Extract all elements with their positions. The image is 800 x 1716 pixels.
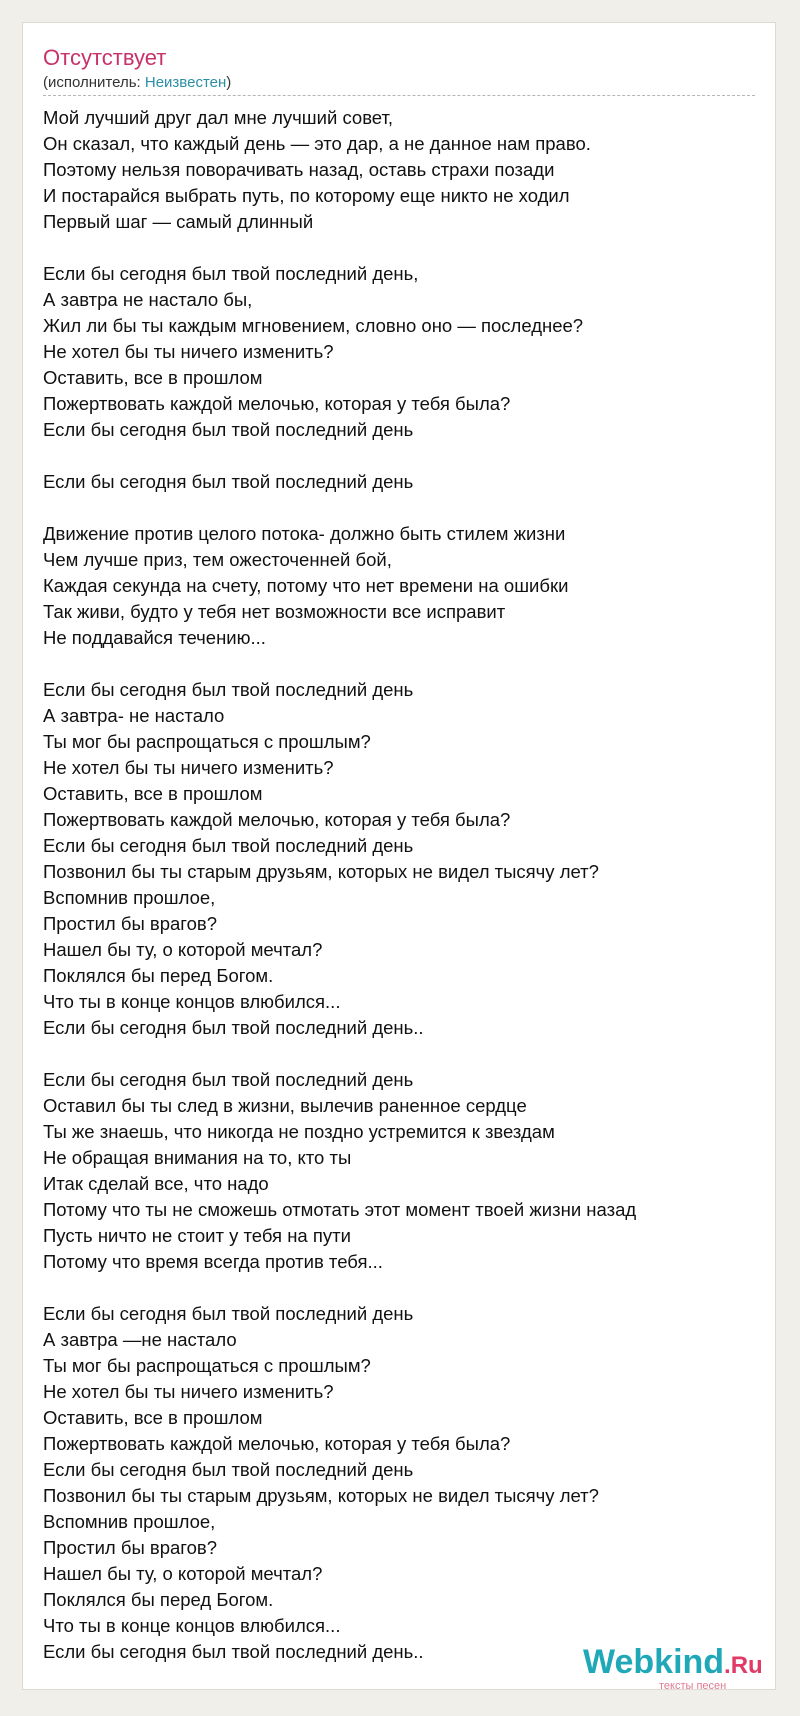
logo-brand <box>583 1645 773 1683</box>
lyric-line: Пусть ничто не стоит у тебя на пути <box>43 1225 351 1246</box>
lyric-line: Ты мог бы распрощаться с прошлым? <box>43 1355 371 1376</box>
stanza-break <box>43 235 773 261</box>
title-divider <box>43 95 755 96</box>
logo-brand-name: Webkind <box>583 1643 725 1681</box>
lyric-line: Если бы сегодня был твой последний день.. <box>43 1017 424 1038</box>
lyric-line: Пожертвовать каждой мелочью, которая у тебя была? <box>43 809 511 830</box>
lyric-line: Что ты в конце концов влюбился... <box>43 1615 341 1636</box>
lyric-line: Не хотел бы ты ничего изменить? <box>43 757 334 778</box>
lyric-line: Если бы сегодня был твой последний день <box>43 471 414 492</box>
lyric-line: Пожертвовать каждой мелочью, которая у тебя была? <box>43 393 511 414</box>
lyric-line: Так живи, будто у тебя нет возможности все исправит <box>43 601 506 622</box>
lyric-line: Не поддавайся течению... <box>43 627 266 648</box>
lyric-line: Позвонил бы ты старым друзьям, которых не видел тысячу лет? <box>43 861 599 882</box>
artist-suffix: ) <box>226 74 232 91</box>
logo-brand-suffix: .Ru <box>724 1652 763 1679</box>
lyric-line: Поклялся бы перед Богом. <box>43 965 274 986</box>
lyric-line: Итак сделай все, что надо <box>43 1173 269 1194</box>
lyric-line: Потому что ты не сможешь отмотать этот момент твоей жизни назад <box>43 1199 637 1220</box>
lyric-line: Чем лучше приз, тем ожесточенней бой, <box>43 549 392 570</box>
site-logo[interactable] <box>583 1643 773 1692</box>
lyric-line: Позвонил бы ты старым друзьям, которых не видел тысячу лет? <box>43 1485 599 1506</box>
lyric-line: Если бы сегодня был твой последний день <box>43 1459 414 1480</box>
lyric-line: Простил бы врагов? <box>43 913 218 934</box>
lyric-line: Если бы сегодня был твой последний день <box>43 419 414 440</box>
stanza-break <box>43 495 773 521</box>
lyric-line: Жил ли бы ты каждым мгновением, словно оно — последнее? <box>43 315 584 336</box>
lyric-line: Если бы сегодня был твой последний день, <box>43 263 419 284</box>
lyric-line: Если бы сегодня был твой последний день.. <box>43 1641 424 1662</box>
lyric-line: Каждая секунда на счету, потому что нет времени на ошибки <box>43 575 569 596</box>
lyric-line: Ты же знаешь, что никогда не поздно устремится к звездам <box>43 1121 555 1142</box>
lyric-line: Оставить, все в прошлом <box>43 783 263 804</box>
lyric-line: Оставил бы ты след в жизни, вылечив раненное сердце <box>43 1095 527 1116</box>
lyric-line: Поклялся бы перед Богом. <box>43 1589 274 1610</box>
song-title: Отсутствует <box>43 45 167 70</box>
artist-line <box>43 73 231 93</box>
stanza-break <box>43 651 773 677</box>
lyric-line: Что ты в конце концов влюбился... <box>43 991 341 1012</box>
logo-tagline: тексты песен <box>659 1680 727 1692</box>
lyric-line: Оставить, все в прошлом <box>43 367 263 388</box>
lyric-line: Оставить, все в прошлом <box>43 1407 263 1428</box>
lyrics-text <box>43 105 773 1665</box>
lyric-line: Пожертвовать каждой мелочью, которая у тебя была? <box>43 1433 511 1454</box>
artist-link[interactable]: Неизвестен <box>144 74 227 91</box>
lyric-line: Не обращая внимания на то, кто ты <box>43 1147 352 1168</box>
stanza-break <box>43 1041 773 1067</box>
lyric-line: И постарайся выбрать путь, по которому еще никто не ходил <box>43 185 570 206</box>
lyric-line: А завтра не настало бы, <box>43 289 253 310</box>
lyric-line: Первый шаг — самый длинный <box>43 211 314 232</box>
lyric-line: Простил бы врагов? <box>43 1537 218 1558</box>
lyric-line: Если бы сегодня был твой последний день <box>43 835 414 856</box>
lyrics-page <box>22 22 776 1690</box>
artist-prefix: (исполнитель: <box>43 74 145 91</box>
lyric-line: Вспомнив прошлое, <box>43 887 216 908</box>
lyric-line: Вспомнив прошлое, <box>43 1511 216 1532</box>
lyric-line: Он сказал, что каждый день — это дар, а не данное нам право. <box>43 133 591 154</box>
lyric-line: Мой лучший друг дал мне лучший совет, <box>43 107 394 128</box>
lyric-line: Нашел бы ту, о которой мечтал? <box>43 939 323 960</box>
lyric-line: Не хотел бы ты ничего изменить? <box>43 1381 334 1402</box>
lyric-line: Нашел бы ту, о которой мечтал? <box>43 1563 323 1584</box>
stanza-break <box>43 1275 773 1301</box>
lyric-line: Если бы сегодня был твой последний день <box>43 1069 414 1090</box>
lyric-line: А завтра —не настало <box>43 1329 237 1350</box>
stanza-break <box>43 443 773 469</box>
lyric-line: Если бы сегодня был твой последний день <box>43 679 414 700</box>
lyric-line: Движение против целого потока- должно быть стилем жизни <box>43 523 566 544</box>
lyric-line: Если бы сегодня был твой последний день <box>43 1303 414 1324</box>
lyric-line: Потому что время всегда против тебя... <box>43 1251 383 1272</box>
lyric-line: Ты мог бы распрощаться с прошлым? <box>43 731 371 752</box>
lyric-line: Поэтому нельзя поворачивать назад, оставь страхи позади <box>43 159 555 180</box>
lyric-line: Не хотел бы ты ничего изменить? <box>43 341 334 362</box>
lyric-line: А завтра- не настало <box>43 705 225 726</box>
